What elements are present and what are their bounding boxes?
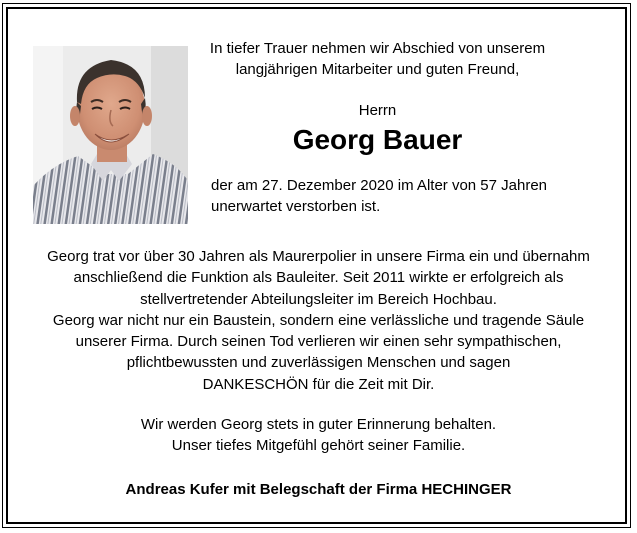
closing-line-1: Wir werden Georg stets in guter Erinnerung behalten.: [140, 416, 497, 433]
intro-line-2: langjährigen Mitarbeiter und guten Freund,: [235, 61, 520, 78]
tribute-line: pflichtbewussten und zuverlässigen Menschen und sagen: [126, 354, 511, 372]
tribute-line: stellvertretender Abteilungsleiter im Bereich Hochbau.: [140, 290, 497, 308]
intro-text: [200, 38, 555, 80]
death-notice: [211, 175, 571, 217]
closing-line-2: Unser tiefes Mitgefühl gehört seiner Familie.: [171, 437, 466, 454]
tribute-text: [16, 246, 621, 395]
death-notice-line-1: der am 27. Dezember 2020 im Alter von 57 Jahren: [211, 177, 548, 194]
tribute-line: unserer Firma. Durch seinen Tod verlieren wir einen sehr sympathischen,: [75, 333, 562, 351]
salutation: Herrn: [358, 102, 397, 119]
deceased-name: Georg Bauer: [292, 124, 463, 155]
tribute-line: Georg war nicht nur ein Baustein, sondern eine verlässliche und tragende Säule: [52, 311, 585, 329]
intro-line-1: In tiefer Trauer nehmen wir Abschied von unserem: [209, 40, 546, 57]
portrait-photo: [33, 46, 188, 224]
death-notice-line-2: unerwartet verstorben ist.: [211, 198, 381, 215]
tribute-line: DANKESCHÖN für die Zeit mit Dir.: [202, 375, 435, 393]
closing-text: [16, 414, 621, 456]
tribute-line: Georg trat vor über 30 Jahren als Maurerpolier in unsere Firma ein und übernahm: [47, 248, 590, 265]
tribute-line: anschließend die Funktion als Bauleiter. Seit 2011 wirkte er erfolgreich als: [73, 269, 564, 287]
signature: Andreas Kufer mit Belegschaft der Firma HECHINGER: [125, 481, 512, 498]
